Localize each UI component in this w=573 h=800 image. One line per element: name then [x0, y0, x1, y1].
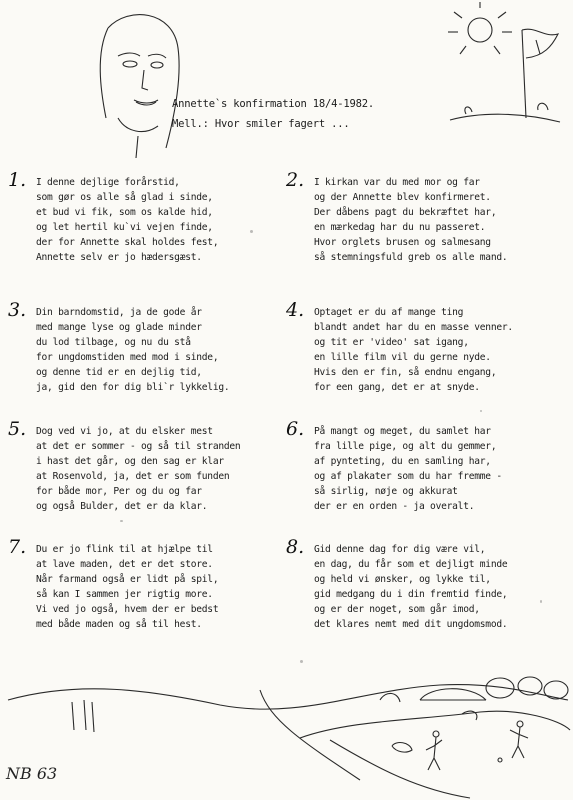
verse-line: der er en orden - ja overalt. — [314, 501, 475, 512]
stanza-number: 5. — [8, 418, 27, 440]
stanza-number: 1. — [8, 169, 27, 191]
verse-line: du lod tilbage, og nu du stå — [36, 337, 191, 348]
confirmation-title: Annette`s konfirmation 18/4-1982. — [172, 98, 375, 110]
verse-line: Optaget er du af mange ting — [314, 307, 464, 318]
stanza-1 — [8, 169, 296, 265]
stanza-4 — [286, 299, 573, 395]
sun-flag-drawing — [440, 0, 570, 140]
verse-line: fra lille pige, og alt du gemmer, — [314, 441, 497, 452]
stanza-number: 6. — [286, 418, 305, 440]
verse-line: en lille film vil du gerne nyde. — [314, 352, 491, 363]
verse-line: På mangt og meget, du samlet har — [314, 426, 491, 437]
verse-line: en dag, du får som et dejligt minde — [314, 559, 508, 570]
verse-line: for ungdomstiden med mod i sinde, — [36, 352, 219, 363]
verse-line: med både maden og så til hest. — [36, 619, 202, 630]
verse-line: så kan I sammen jer rigtig more. — [36, 589, 213, 600]
beach-drawing — [0, 660, 573, 800]
verse-line: af pynteting, du en samling har, — [314, 456, 491, 467]
verse-line: Din barndomstid, ja de gode år — [36, 307, 202, 318]
verse-line: Gid denne dag for dig være vil, — [314, 544, 486, 555]
verse-line: Annette selv er jo hædersgæst. — [36, 252, 202, 263]
verse-line: der for Annette skal holdes fest, — [36, 237, 219, 248]
stanza-number: 2. — [286, 169, 305, 191]
verse-line: så stemningsfuld greb os alle mand. — [314, 252, 508, 263]
verse-line: I kirkan var du med mor og far — [314, 177, 480, 188]
footer-note: NB 63 — [6, 764, 58, 783]
verse-line: og der Annette blev konfirmeret. — [314, 192, 491, 203]
verse-line: Dog ved vi jo, at du elsker mest — [36, 426, 213, 437]
verse-line: i hast det går, og den sag er klar — [36, 456, 224, 467]
face-drawing — [78, 8, 188, 158]
verse-line: blandt andet har du en masse venner. — [314, 322, 513, 333]
verse-line: for een gang, det er at snyde. — [314, 382, 480, 393]
verse-line: gid medgang du i din fremtid finde, — [314, 589, 508, 600]
verse-line: for både mor, Per og du og far — [36, 486, 202, 497]
verse-line: og tit er 'video' sat igang, — [314, 337, 469, 348]
verse-line: med mange lyse og glade minder — [36, 322, 202, 333]
title-block — [172, 94, 374, 134]
verse-line: Du er jo flink til at hjælpe til — [36, 544, 213, 555]
stanza-8 — [286, 536, 573, 632]
verse-line: at det er sommer - og så til stranden — [36, 441, 241, 452]
verse-line: Vi ved jo også, hvem der er bedst — [36, 604, 219, 615]
verse-line: det klares nemt med dit ungdomsmod. — [314, 619, 508, 630]
stanza-number: 8. — [286, 536, 305, 558]
verse-line: ja, gid den for dig bli`r lykkelig. — [36, 382, 230, 393]
stanza-number: 7. — [8, 536, 27, 558]
verse-line: en mærkedag har du nu passeret. — [314, 222, 486, 233]
stanza-7 — [8, 536, 296, 632]
verse-line: og denne tid er en dejlig tid, — [36, 367, 202, 378]
stanza-6 — [286, 418, 573, 514]
verse-line: som gør os alle så glad i sinde, — [36, 192, 213, 203]
verse-line: Hvor orglets brusen og salmesang — [314, 237, 491, 248]
stanza-5 — [8, 418, 296, 514]
verse-line: og også Bulder, det er da klar. — [36, 501, 208, 512]
stanza-3 — [8, 299, 296, 395]
verse-line: at Rosenvold, ja, det er som funden — [36, 471, 230, 482]
verse-line: at lave maden, det er det store. — [36, 559, 213, 570]
verse-line: Når farmand også er lidt på spil, — [36, 574, 219, 585]
verse-line: og er der noget, som går imod, — [314, 604, 480, 615]
verse-line: og let hertil ku`vi vejen finde, — [36, 222, 213, 233]
verse-line: et bud vi fik, som os kalde hid, — [36, 207, 213, 218]
stanza-number: 3. — [8, 299, 27, 321]
melody-line: Mell.: Hvor smiler fagert ... — [172, 118, 350, 130]
verse-line: og af plakater som du har fremme - — [314, 471, 502, 482]
verse-line: og held vi ønsker, og lykke til, — [314, 574, 491, 585]
verse-line: så sirlig, nøje og akkurat — [314, 486, 458, 497]
stanza-2 — [286, 169, 573, 265]
verse-line: Hvis den er fin, så endnu engang, — [314, 367, 497, 378]
verse-line: I denne dejlige forårstid, — [36, 177, 180, 188]
verse-line: Der dåbens pagt du bekræftet har, — [314, 207, 497, 218]
stanza-number: 4. — [286, 299, 305, 321]
